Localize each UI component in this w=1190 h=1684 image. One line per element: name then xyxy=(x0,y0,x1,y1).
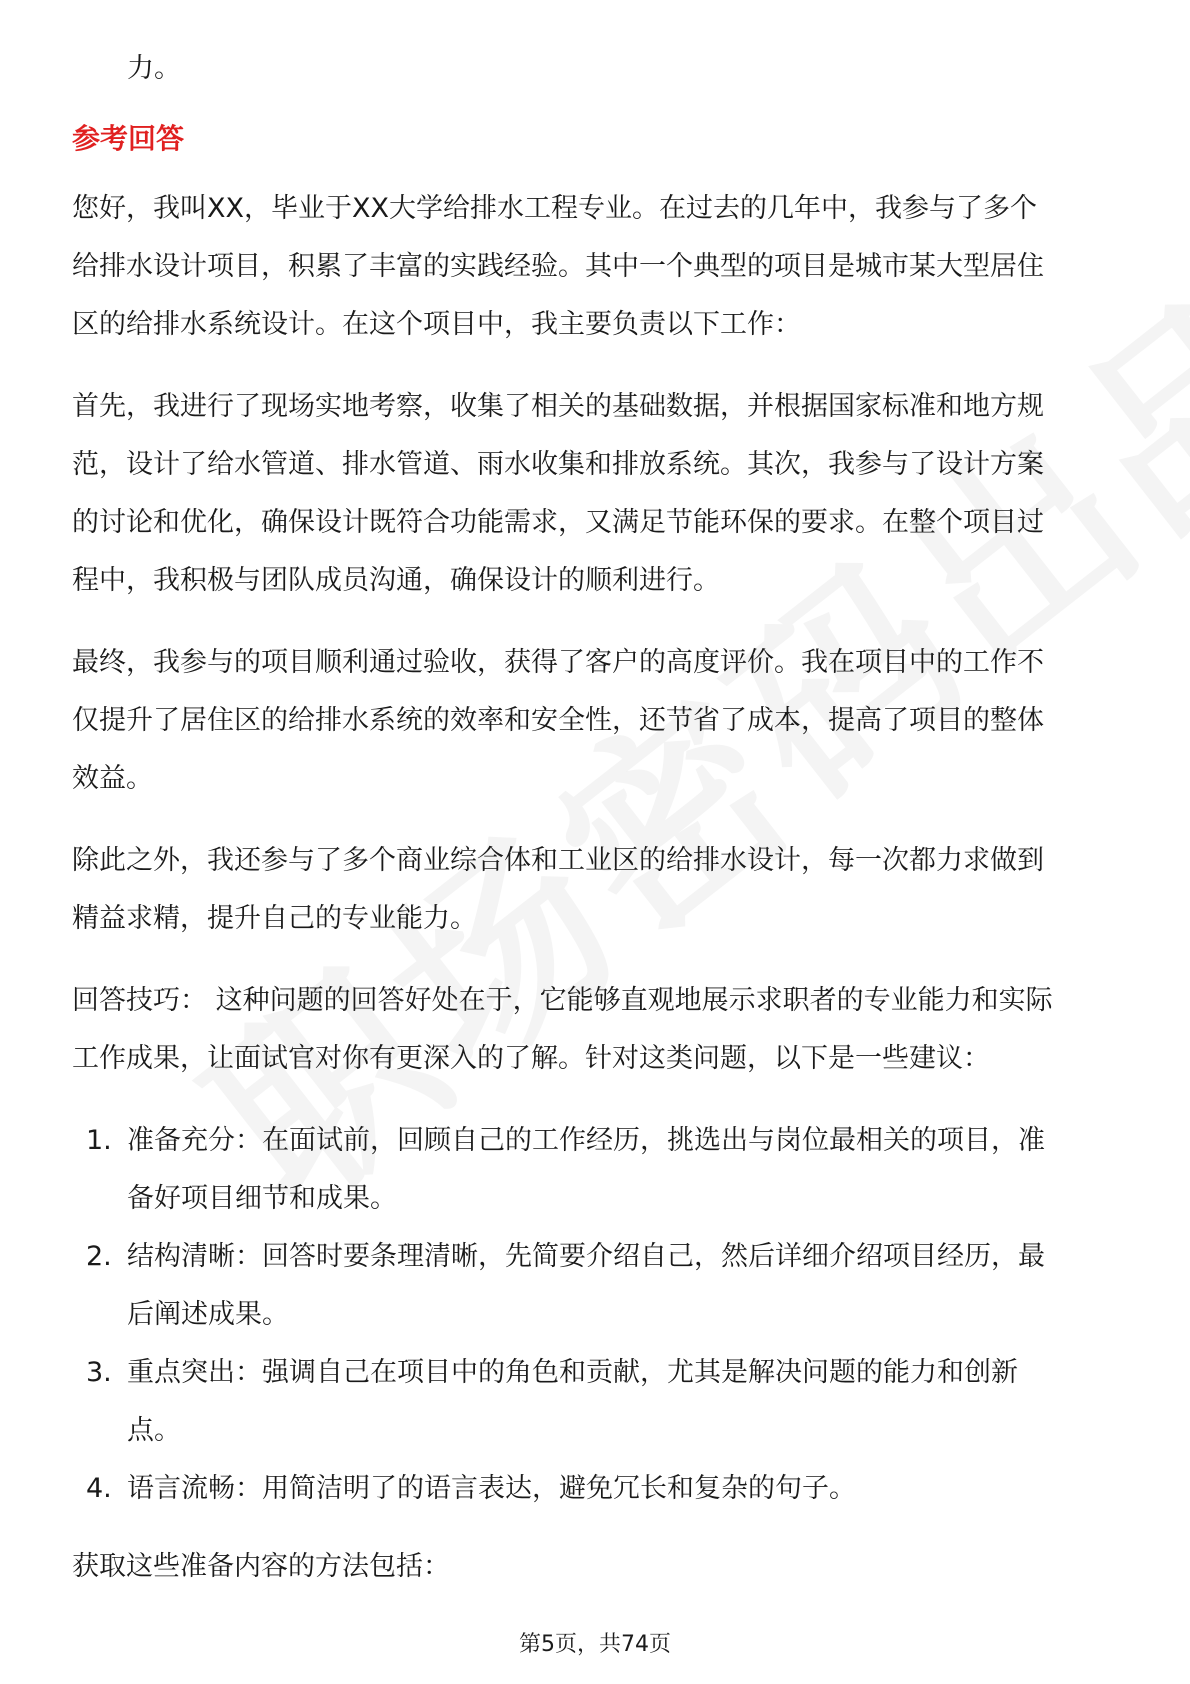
paragraph-line: 您好，我叫XX，毕业于XX大学给排水工程专业。在过去的几年中，我参与了多个 xyxy=(72,193,1037,224)
list-item xyxy=(72,1344,1132,1460)
paragraph-line: 程中，我积极与团队成员沟通，确保设计的顺利进行。 xyxy=(72,565,720,596)
paragraph-line: 精益求精，提升自己的专业能力。 xyxy=(72,903,477,934)
paragraph-tips-intro xyxy=(72,972,1132,1088)
continuation-text: 力。 xyxy=(127,53,181,84)
tips-list xyxy=(72,1112,1132,1518)
document-content xyxy=(72,40,1132,1596)
paragraph-line: 仅提升了居住区的给排水系统的效率和安全性，还节省了成本，提高了项目的整体 xyxy=(72,705,1044,736)
list-number: 1. xyxy=(86,1125,112,1156)
paragraph-line: 除此之外，我还参与了多个商业综合体和工业区的给排水设计，每一次都力求做到 xyxy=(72,845,1044,876)
list-line: 备好项目细节和成果。 xyxy=(127,1183,397,1214)
list-line: 重点突出：强调自己在项目中的角色和贡献，尤其是解决问题的能力和创新 xyxy=(127,1357,1018,1388)
list-line: 结构清晰：回答时要条理清晰，先简要介绍自己，然后详细介绍项目经历，最 xyxy=(127,1241,1045,1272)
list-line: 后阐述成果。 xyxy=(127,1299,289,1330)
page-footer: 第5页，共74页 xyxy=(519,1632,671,1657)
list-item xyxy=(72,1460,1132,1518)
paragraph-line: 回答技巧： 这种问题的回答好处在于，它能够直观地展示求职者的专业能力和实际 xyxy=(72,985,1053,1016)
paragraph-line: 最终，我参与的项目顺利通过验收，获得了客户的高度评价。我在项目中的工作不 xyxy=(72,647,1044,678)
paragraph-line: 给排水设计项目，积累了丰富的实践经验。其中一个典型的项目是城市某大型居住 xyxy=(72,251,1044,282)
list-number: 4. xyxy=(86,1473,112,1504)
paragraph-result xyxy=(72,634,1132,808)
paragraph-additional xyxy=(72,832,1132,948)
paragraph-line: 区的给排水系统设计。在这个项目中，我主要负责以下工作： xyxy=(72,309,801,340)
list-line: 语言流畅：用简洁明了的语言表达，避免冗长和复杂的句子。 xyxy=(127,1473,856,1504)
paragraph-work xyxy=(72,378,1132,610)
section-title: 参考回答 xyxy=(72,122,185,155)
paragraph-line: 首先，我进行了现场实地考察，收集了相关的基础数据，并根据国家标准和地方规 xyxy=(72,391,1044,422)
list-line: 准备充分：在面试前，回顾自己的工作经历，挑选出与岗位最相关的项目，准 xyxy=(127,1125,1045,1156)
list-number: 3. xyxy=(86,1357,112,1388)
list-number: 2. xyxy=(86,1241,112,1272)
paragraph-line: 的讨论和优化，确保设计既符合功能需求，又满足节能环保的要求。在整个项目过 xyxy=(72,507,1044,538)
paragraph-line: 范，设计了给水管道、排水管道、雨水收集和排放系统。其次，我参与了设计方案 xyxy=(72,449,1044,480)
paragraph-intro xyxy=(72,180,1132,354)
paragraph-line: 工作成果，让面试官对你有更深入的了解。针对这类问题，以下是一些建议： xyxy=(72,1043,990,1074)
list-item xyxy=(72,1112,1132,1228)
list-item xyxy=(72,1228,1132,1344)
paragraph-line: 效益。 xyxy=(72,763,153,794)
closing-text: 获取这些准备内容的方法包括： xyxy=(72,1551,450,1582)
list-line: 点。 xyxy=(127,1415,181,1446)
